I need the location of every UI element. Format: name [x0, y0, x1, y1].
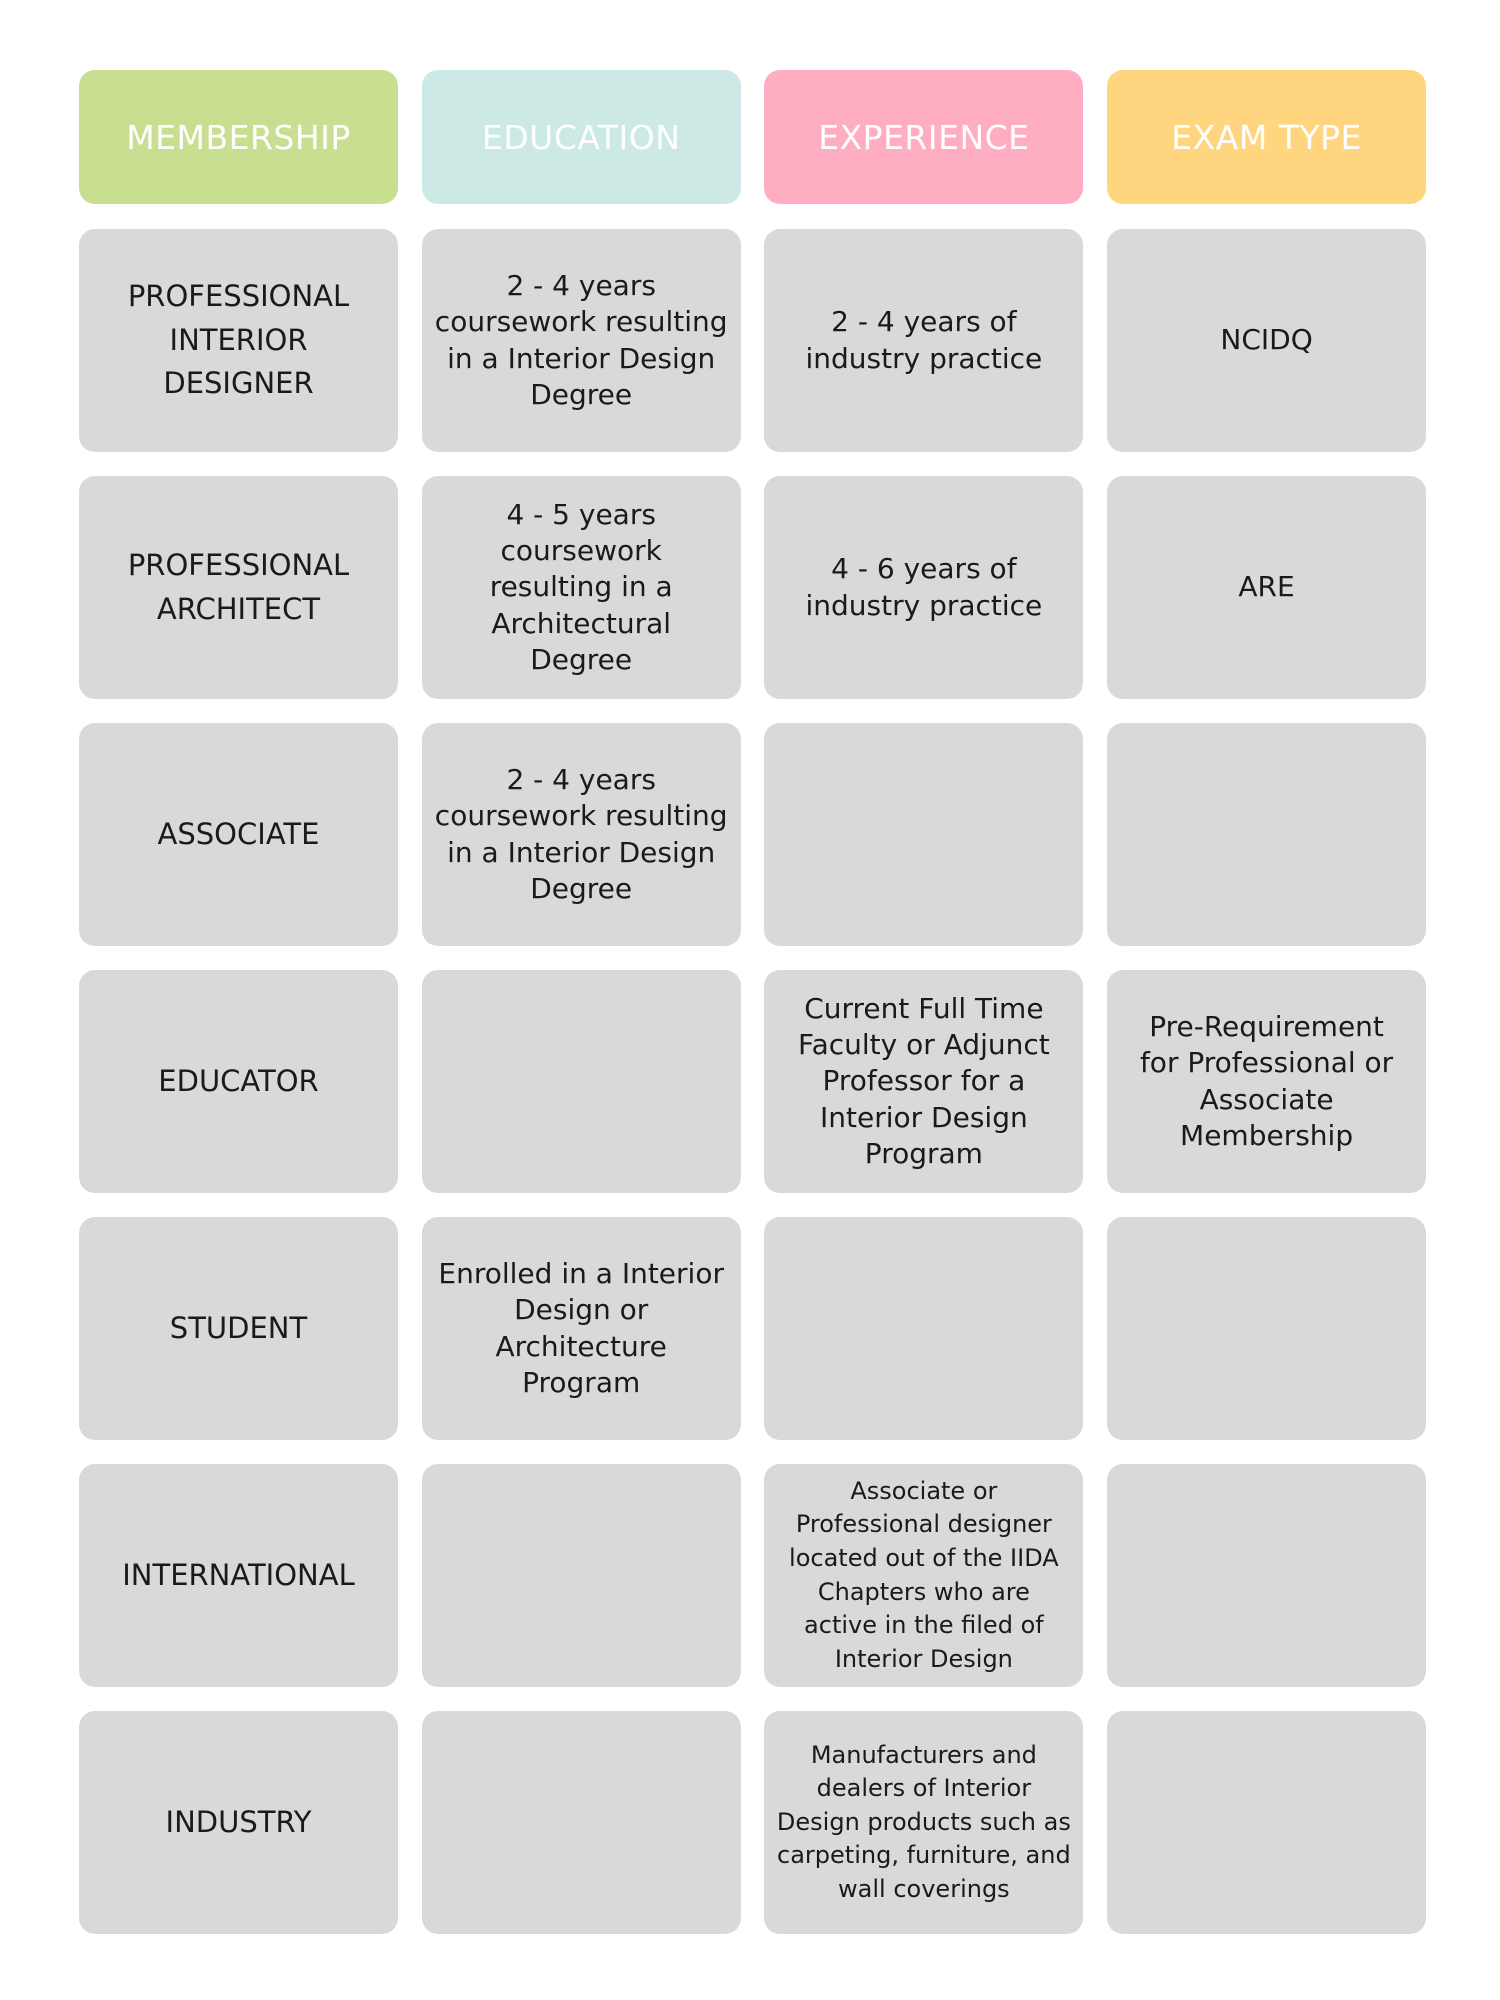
exam-type-column-header: EXAM TYPE	[1107, 70, 1426, 204]
experience-cell: Manufacturers and dealers of Interior Design products such as carpeting, furniture, and wall coverings	[764, 1711, 1083, 1934]
education-cell	[422, 970, 741, 1193]
exam-type-cell: Pre-Requirement for Professional or Associate Membership	[1107, 970, 1426, 1193]
membership-cell: INTERNATIONAL	[79, 1464, 398, 1687]
membership-cell: PROFESSIONAL INTERIOR DESIGNER	[79, 229, 398, 452]
exam-type-cell	[1107, 1464, 1426, 1687]
membership-cell: ASSOCIATE	[79, 723, 398, 946]
experience-cell	[764, 723, 1083, 946]
membership-column-header: MEMBERSHIP	[79, 70, 398, 204]
experience-cell: Associate or Professional designer located out of the IIDA Chapters who are active in the filed of Interior Design	[764, 1464, 1083, 1687]
education-cell: 2 - 4 years coursework resulting in a Interior Design Degree	[422, 229, 741, 452]
membership-cell: PROFESSIONAL ARCHITECT	[79, 476, 398, 699]
experience-column-header: EXPERIENCE	[764, 70, 1083, 204]
membership-requirements-table	[79, 70, 1423, 1958]
education-cell: 4 - 5 years coursework resulting in a Architectural Degree	[422, 476, 741, 699]
education-cell: 2 - 4 years coursework resulting in a Interior Design Degree	[422, 723, 741, 946]
membership-cell: INDUSTRY	[79, 1711, 398, 1934]
experience-cell: 2 - 4 years of industry practice	[764, 229, 1083, 452]
membership-cell: STUDENT	[79, 1217, 398, 1440]
exam-type-cell	[1107, 723, 1426, 946]
exam-type-cell	[1107, 1217, 1426, 1440]
exam-type-cell: NCIDQ	[1107, 229, 1426, 452]
exam-type-cell: ARE	[1107, 476, 1426, 699]
education-cell: Enrolled in a Interior Design or Architecture Program	[422, 1217, 741, 1440]
experience-cell: Current Full Time Faculty or Adjunct Professor for a Interior Design Program	[764, 970, 1083, 1193]
exam-type-cell	[1107, 1711, 1426, 1934]
membership-cell: EDUCATOR	[79, 970, 398, 1193]
education-cell	[422, 1711, 741, 1934]
experience-cell	[764, 1217, 1083, 1440]
education-cell	[422, 1464, 741, 1687]
education-column-header: EDUCATION	[422, 70, 741, 204]
experience-cell: 4 - 6 years of industry practice	[764, 476, 1083, 699]
